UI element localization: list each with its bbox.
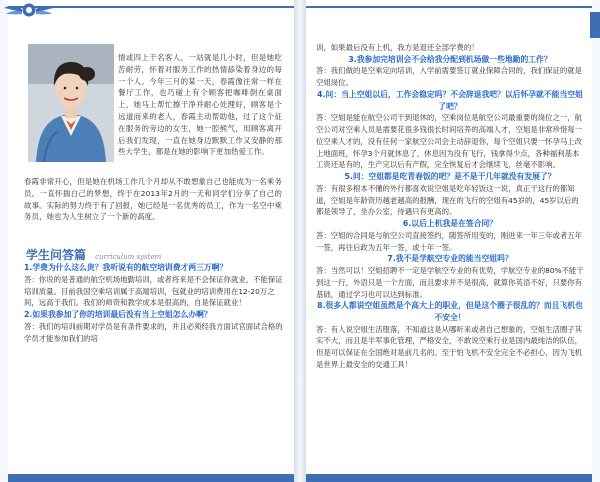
corner-accent-block xyxy=(590,12,600,38)
section-title: 学生问答篇 xyxy=(26,248,87,262)
continued-answer: 训，如果最后没有上机，我方是退还全部学费的！ xyxy=(316,43,479,52)
right-qa-list xyxy=(316,42,584,371)
right-footer-bar xyxy=(306,474,592,482)
answer-3: 答：我们做的是空乘定向培训，入学前需要签订就业保障合同的，我们保证的就是空姐岗位。 xyxy=(316,66,583,88)
question-4: 4.问：当上空姐以后，工作会稳定吗？不会辞退我吧？以后怀孕就不能当空姐了吧？ xyxy=(317,89,583,111)
answer-7: 答：当然可以！空姐招聘不一定是学航空专业的有优势，学航空专业的80%不能干到这一行，外语只是一个方面，而且要求并不是很高，就算你英语不好，只要你有基础，通过学习也可以达到标准。 xyxy=(316,265,584,299)
question-1: 1.学费为什么这么贵？我听说有的航空培训费才两三万啊？ xyxy=(24,263,228,272)
answer-6: 答：空姐的合同是与航空公司直接签约，随签所用变的，刚进来一年三年或者五年一签，再往后政为五年一签，或十年一签。 xyxy=(316,230,583,252)
story-paragraph-2: 春霞非常开心，但是她在机场工作几个月却从不敢想象自己也能成为一名乘务员。一直怀揣白己的梦想，终于在2013年2月的一天和同学们分享了自己的故事。实际的努力终于有了回报，她已经是一名优秀的员工，作为一名空中乘务员，她也为人生树立了一个新的高度。 xyxy=(24,177,282,222)
question-2: 2.如果我参加了你的培训最后没有当上空姐怎么办啊？ xyxy=(24,310,212,320)
left-qa-list xyxy=(24,262,284,345)
answer-5: 答：有很多根本不懂的外行都喜欢说空姐是吃年轻饭这一说，真正干这行的都知道，空姐是年龄资历越老越高的报酬，现在的飞行的空姐有45岁的，45岁以后的都是领导了，坐办公室，待遇只有更高的。 xyxy=(316,183,579,217)
question-5: 5.问：空姐都是吃青春饭的吧？是不是干几年就没有发展了？ xyxy=(344,172,556,182)
left-footer-bar xyxy=(8,474,294,482)
question-8: 8.很多人都说空姐虽然是个高大上的职业，但是这个圈子很乱的？而且飞机也不安全！ xyxy=(317,301,583,322)
question-3: 3.我参加完培训会不会给我分配到机场做一些地勤的工作？ xyxy=(348,54,552,64)
story-paragraph: 情或四上干名客人，一站就是几小时，但是她吃苦耐劳，怀着对服务工作的热情舔染着身边的每一个人。今年三月的某一天，春霞像往常一样在餐厅工作，也巧碰上有个顾客把咖啡倒在桌面上，她马上帮忙擦干净并耐心处理好，顾客是个远道而来的老人，春霞主动帮助他，过了这个征在服务的旁边的女生，她一腔熊气，用顾客离开后我们发现，一直在她身边默默工作又安静的那些大学生，都是在她的影响下更加热爱工作。 xyxy=(118,53,282,157)
question-7: 7.我不是学航空专业的能当空姐吗？ xyxy=(387,254,513,264)
right-header-line xyxy=(306,6,592,8)
wings-emblem-icon xyxy=(2,0,56,28)
answer-2: 答：我们的培训前期对学员是有条件要求的，并且必须经我方面试官面试合格的学员才能参加我们的培 xyxy=(24,321,283,343)
section-header xyxy=(26,244,286,260)
answer-4: 答：空姐是能在航空公司干到退休的，空乘岗位是航空公司最重要的岗位之一，航空公司对空乘人员是需要花很多钱很长时间培养的高端人才，空姐是非常珍惜每一位空乘人才的，没有任何一家航空公司会主动辞退你，每个空姐只要一怀孕马上改上地面班，怀孕3个月就休息了，休息因为没有飞行，钱拿得少点，各种福利基本工资还是有的，生产完以后有产假，完全恢复后才会继续飞，丝毫不影响。 xyxy=(316,113,583,170)
book-spine xyxy=(294,0,306,482)
answer-1: 答：你说的是普通的航空机场地勤培训，或者将来是不会保证你就业，不能保证培训质量。目前我国空乘培训属于高端培训，包就业的培训费用在12-20万之间，远高于我们。我们的师资和教学成本是很高的，自是保证就业！ xyxy=(24,274,283,308)
section-subtitle: curriculum system xyxy=(95,253,162,261)
stewardess-photo xyxy=(28,44,114,162)
answer-8: 答：有人说空姐生活堕落，不知道这是从哪听来或者自己想象的，空姐生活圈子其实不大，而且是半军事化管理，严格安全，不敢说空乘行业是国内最纯洁的队伍，但是可以保证在全国绝对是前几名的。至于怕飞机不安全完全不必担心，因为飞机是世界上最安全的交通工具！ xyxy=(316,324,583,369)
question-6: 6.以后上机我是在签合同？ xyxy=(402,219,498,229)
